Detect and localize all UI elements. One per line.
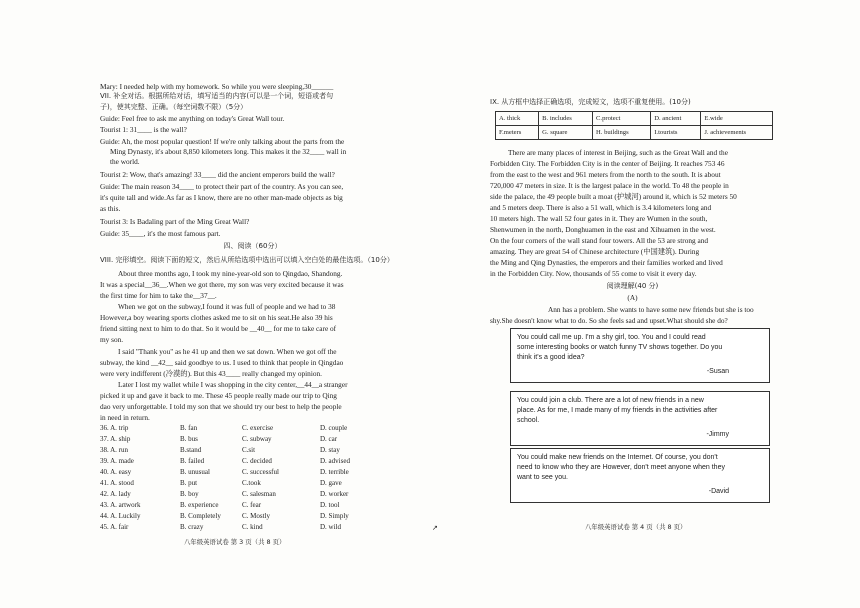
- note-line: need to know who they are However, don't meet anyone when they: [517, 464, 725, 471]
- choice-q39-a: 39. A. made: [100, 457, 134, 465]
- reading-section-title: 阅读理解(40 分): [606, 282, 659, 290]
- note-line: place. As for me, I made many of my friends in the activities after: [517, 407, 718, 414]
- section-vii-heading-cont: 子)，使其完整、正确。（每空词数不限）（5分）: [100, 103, 248, 111]
- choice-q45-a: 45. A. fair: [100, 523, 129, 531]
- left-page: [100, 0, 405, 608]
- section-vii-heading: VII. 补全对话。根据所给对话，填写适当的内容(可以是一个词，短语或者句: [100, 92, 334, 100]
- choice-q39-c: C. decided: [242, 457, 272, 465]
- dialog-line: Tourist 3: Is Badaling part of the Ming Great Wall?: [100, 217, 250, 226]
- choice-q44-c: C. Mostly: [242, 512, 271, 520]
- dialog-line: it's quite tall and wide.As far as I know, there are no other man-made objects as big: [100, 193, 343, 202]
- choice-q37-a: 37. A. ship: [100, 435, 131, 443]
- dialog-line: Ming Dynasty, it's about 8,850 kilometers long. This makes it the 32____ wall in: [110, 147, 347, 156]
- passage-line: 720,000 47 meters in size. It is the largest palace in the world. To 48 the people in: [490, 181, 729, 190]
- passage-line: However,a boy wearing sports clothes asked me to sit on his seat.He also 39 his: [100, 313, 333, 322]
- note-line: You could call me up. I'm a shy girl, too. You and I could read: [517, 334, 706, 341]
- passage-line: On the four corners of the wall stand four towers. All the 53 are strong and: [490, 236, 709, 245]
- section-viii-heading: VIII. 完形填空。阅读下面的短文，然后从所给选项中选出可以填入空白处的最佳选项。（10分）: [100, 256, 394, 264]
- option-j: J. achievements: [701, 126, 773, 140]
- choice-q43-b: B. experience: [180, 501, 219, 509]
- choice-q43-c: C. fear: [242, 501, 262, 509]
- option-h: H. buildings: [593, 126, 651, 140]
- choice-q41-d: D. gave: [320, 479, 342, 487]
- choice-q36-a: 36. A. trip: [100, 424, 129, 432]
- intro-line: shy.She doesn't know what to do. So she feels sad and upset.What should she do?: [490, 316, 728, 325]
- choice-q38-a: 38. A. run: [100, 446, 128, 454]
- choice-q41-a: 41. A. stood: [100, 479, 134, 487]
- choice-q43-a: 43. A. artwork: [100, 501, 141, 509]
- choice-q43-d: D. tool: [320, 501, 340, 509]
- option-d: D. ancient: [651, 112, 701, 126]
- option-a: A. thick: [496, 112, 539, 126]
- passage-line: the first time for him to take the__37__.: [100, 291, 217, 300]
- choice-q41-c: C.took: [242, 479, 261, 487]
- choice-q37-d: D. car: [320, 435, 338, 443]
- choice-q45-c: C. kind: [242, 523, 263, 531]
- page-footer: 八年级英语试卷 第 3 页（共 8 页）: [184, 538, 286, 546]
- passage-line: side the palace, the 49 people built a moat (护城河) around it, which is 52 meters 50: [490, 192, 737, 201]
- page-footer: 八年级英语试卷 第 4 页（共 8 页）: [585, 523, 687, 531]
- dialog-line: Tourist 1: 31____ is the wall?: [100, 125, 187, 134]
- section-ix-heading: IX. 从方框中选择正确选项，完成短文，选项不重复使用。(10分): [490, 98, 691, 106]
- option-f: F.meters: [496, 126, 539, 140]
- option-c: C.protect: [593, 112, 651, 126]
- page-divider-mark: ↗: [432, 524, 438, 532]
- right-page: [490, 0, 775, 608]
- passage-line: picked it up and gave it back to me. These 45 people really made our trip to Qing: [100, 391, 337, 400]
- passage-line: were very indifferent (冷漠的). But this 43____ really changed my opinion.: [100, 369, 322, 378]
- passage-line: amazing. They are great 54 of Chinese architecture (中国建筑). During: [490, 247, 700, 256]
- note-signature: -Susan: [706, 368, 729, 375]
- choice-q45-b: B. crazy: [180, 523, 204, 531]
- option-b: B. includes: [539, 112, 593, 126]
- choice-q41-b: B. put: [180, 479, 198, 487]
- option-i: I.tourists: [651, 126, 701, 140]
- dialog-line: Guide: 35____, it's the most famous part.: [100, 229, 221, 238]
- note-line: You could join a club. There are a lot of new friends in a new: [517, 397, 704, 404]
- choice-q39-b: B. failed: [180, 457, 205, 465]
- passage-line: and 5 meters deep. There is also a 51 wall, which is 3.4 kilometers long and: [490, 203, 712, 212]
- advice-note-david: [510, 448, 770, 503]
- choice-q37-c: C. subway: [242, 435, 272, 443]
- note-signature: -Jimmy: [706, 431, 729, 438]
- passage-line: in the Forbidden City. Now, thousands of 55 come to visit it every day.: [490, 269, 697, 278]
- choice-q44-a: 44. A. Luckily: [100, 512, 141, 520]
- passage-line: in need in return.: [100, 413, 150, 422]
- note-line: some interesting books or watch funny TV shows together. Do you: [517, 344, 723, 351]
- choice-q40-a: 40. A. easy: [100, 468, 132, 476]
- passage-line: Shenwumen in the north, Donghuamen in the east and Xihuamen in the west.: [490, 225, 716, 234]
- passage-line: About three months ago, I took my nine-year-old son to Qingdao, Shandong.: [118, 269, 343, 278]
- passage-line: When we got on the subway,I found it was full of people and we had to 38: [118, 302, 336, 311]
- choice-q40-d: D. terrible: [320, 468, 349, 476]
- choice-q45-d: D. wild: [320, 523, 341, 531]
- options-box: [495, 111, 773, 140]
- choice-q36-b: B. fan: [180, 424, 198, 432]
- passage-line: Forbidden City. The Forbidden City is in the center of Beijing. It reaches 753 46: [490, 159, 725, 168]
- choice-q42-d: D. worker: [320, 490, 349, 498]
- dialog-line: Guide: The main reason 34____ to protect their part of the country. As you can see,: [100, 182, 344, 191]
- passage-line: I said "Thank you" as he 41 up and then we sat down. When we got off the: [118, 347, 337, 356]
- intro-line: Ann has a problem. She wants to have some new friends but she is too: [548, 305, 754, 314]
- advice-note-jimmy: [510, 391, 770, 446]
- choice-q42-a: 42. A. lady: [100, 490, 131, 498]
- option-g: G. square: [539, 126, 593, 140]
- note-signature: -David: [708, 488, 729, 495]
- passage-line: It was a special__36__.When we got there, my son was very excited because it was: [100, 280, 344, 289]
- choice-q39-d: D. advised: [320, 457, 350, 465]
- dialog-line: as this.: [100, 204, 121, 213]
- dialog-line: the world.: [110, 157, 140, 166]
- passage-line: from the east to the west and 961 meters from the north to the south. It is about: [490, 170, 721, 179]
- section-four-heading: 四、阅读（60分）: [223, 242, 282, 250]
- passage-line: 10 meters high. The wall 52 four gates in it. They are Wumen in the south,: [490, 214, 708, 223]
- choice-q38-d: D. stay: [320, 446, 340, 454]
- choice-q42-b: B. boy: [180, 490, 199, 498]
- choice-q36-d: D. couple: [320, 424, 348, 432]
- passage-line: the Ming and Qing Dynasties, the emperors and their families worked and lived: [490, 258, 723, 267]
- passage-a-label: (A): [627, 293, 638, 302]
- passage-line: There are many places of interest in Beijing, such as the Great Wall and the: [508, 148, 728, 157]
- passage-line: friend sitting next to him to do that. So it would be __40__ for me to take care of: [100, 324, 337, 333]
- option-e: E.wide: [701, 112, 773, 126]
- dialog-line: Tourist 2: Wow, that's amazing! 33____ did the ancient emperors build the wall?: [100, 170, 335, 179]
- dialog-line: Guide: Feel free to ask me anything on today's Great Wall tour.: [100, 114, 285, 123]
- note-line: school.: [517, 417, 540, 424]
- choice-q38-b: B.stand: [180, 446, 202, 454]
- choice-q36-c: C. exercise: [242, 424, 274, 432]
- choice-q44-b: B. Completely: [180, 512, 221, 520]
- note-line: think it's a good idea?: [517, 354, 585, 361]
- passage-line: subway, the kind __42__ said goodbye to us. I used to think that people in Qingdao: [100, 358, 344, 367]
- choice-q40-c: C. successful: [242, 468, 279, 476]
- choice-q44-d: D. Simply: [320, 512, 349, 520]
- choice-q37-b: B. bus: [180, 435, 198, 443]
- dialog-line: Mary: I needed help with my homework. So while you were sleeping,30______: [100, 82, 334, 91]
- choice-q42-c: C. salesman: [242, 490, 276, 498]
- note-line: want to see you.: [517, 474, 568, 481]
- note-line: You could make new friends on the Internet. Of course, you don't: [517, 454, 718, 461]
- choice-q40-b: B. unusual: [180, 468, 210, 476]
- passage-line: Later I lost my wallet while I was shopping in the city center,__44__a stranger: [118, 380, 348, 389]
- advice-note-susan: [510, 328, 770, 383]
- choice-q38-c: C.sit: [242, 446, 256, 454]
- passage-line: dao very unforgettable. I told my son that we should try our best to help the people: [100, 402, 342, 411]
- passage-line: my son.: [100, 335, 124, 344]
- dialog-line: Guide: Ah, the most popular question! If we're only talking about the parts from the: [100, 137, 345, 146]
